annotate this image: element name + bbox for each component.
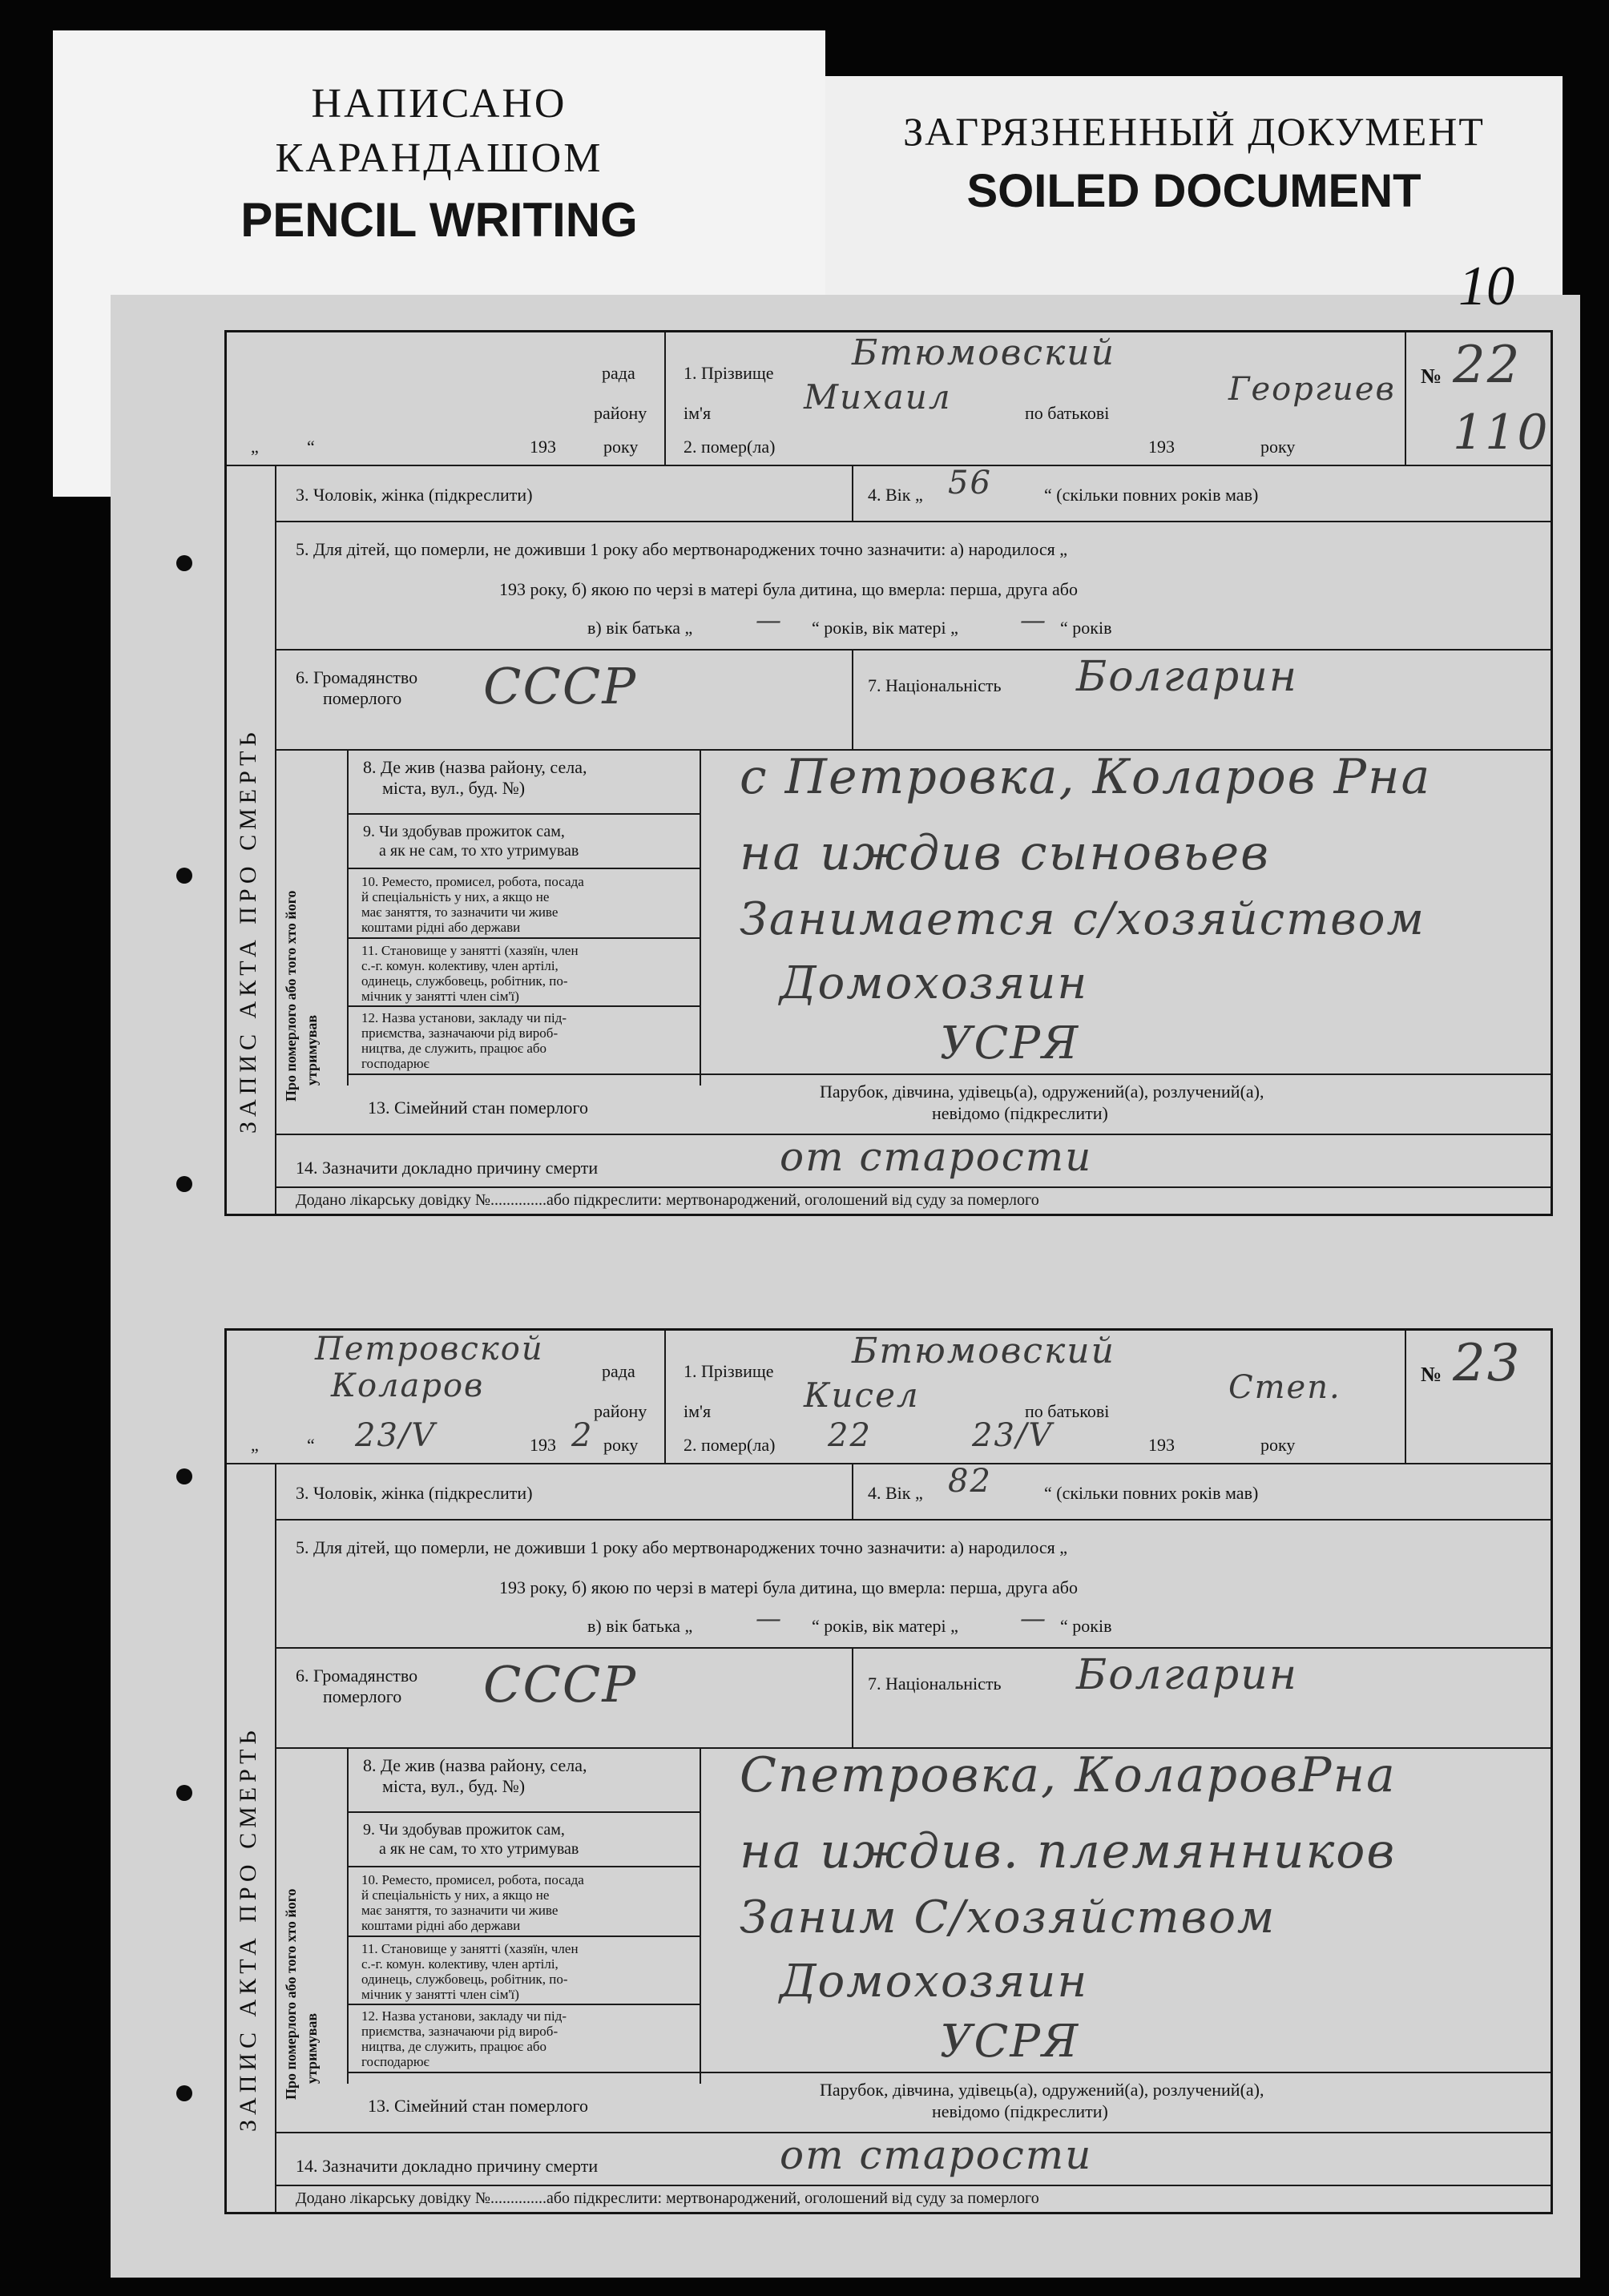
- label-line-1: ЗАГРЯЗНЕННЫЙ ДОКУМЕНТ: [903, 109, 1485, 154]
- label-rayonu: району: [594, 403, 647, 423]
- page-number: 10: [1458, 256, 1514, 317]
- row-divider: [275, 1519, 1551, 1521]
- column-divider: [1405, 332, 1406, 465]
- handwritten-occupation: Занимается с/хозяйством: [740, 893, 1426, 945]
- label-nationality: 7. Національність: [868, 1674, 1002, 1694]
- row-divider: [347, 2004, 700, 2005]
- handwritten-number: 23: [1453, 1334, 1522, 1393]
- punch-hole: [176, 1785, 192, 1801]
- label-rayonu: району: [594, 1401, 647, 1421]
- handwritten-father-age: —: [756, 605, 783, 635]
- label-rada: рада: [602, 1361, 635, 1381]
- row-divider: [275, 521, 1551, 522]
- label-surname: 1. Прізвище: [684, 1361, 774, 1381]
- label-livelihood-2: а як не сам, то хто утримував: [379, 842, 579, 860]
- handwritten-residence: Спетровка, КоларовРна: [740, 1747, 1397, 1803]
- handwritten-surname: Бтюмовский: [852, 1331, 1115, 1372]
- soiled-document-label: [825, 76, 1563, 324]
- column-divider: [1405, 1331, 1406, 1463]
- column-divider: [275, 1463, 276, 2212]
- row-divider: [347, 937, 700, 939]
- handwritten-age: 56: [948, 465, 992, 501]
- label-roku: року: [603, 437, 639, 457]
- label-employment-status: с.-г. комун. колективу, член артілі,: [361, 1956, 559, 1972]
- punch-hole: [176, 868, 192, 884]
- label-died: 2. помер(ла): [684, 437, 776, 457]
- label-line-2: КАРАНДАШОМ: [275, 135, 603, 181]
- label-medical-certificate: Додано лікарську довідку №..............або підкреслити: мертвонароджений, оголошений від суду за померлого: [296, 2189, 1039, 2207]
- label-date-open: „: [251, 437, 259, 457]
- label-occupation: має заняття, то зазначити чи живе: [361, 904, 559, 920]
- row-divider: [347, 1005, 700, 1007]
- punch-hole: [176, 2085, 192, 2101]
- label-died-year: 193: [1148, 437, 1175, 457]
- form-side-sub-2: утримував: [304, 2012, 320, 2084]
- label-sex: 3. Чоловік, жінка (підкреслити): [296, 1483, 533, 1503]
- label-marital-status: 13. Сімейний стан померлого: [368, 1098, 588, 1118]
- form-side-sub-2: утримував: [304, 1014, 320, 1086]
- column-divider: [664, 1331, 666, 1463]
- death-record-form: [224, 330, 1553, 1216]
- label-date-mid: “: [307, 1435, 315, 1455]
- row-divider: [347, 1935, 700, 1937]
- label-name: ім'я: [684, 403, 712, 423]
- handwritten-year: 2: [571, 1417, 594, 1454]
- column-divider: [700, 1747, 701, 2084]
- handwritten-died-month: 23/V: [972, 1417, 1054, 1454]
- row-divider: [347, 2072, 1551, 2073]
- column-divider: [852, 1647, 853, 1747]
- label-age: 4. Вік „: [868, 1483, 923, 1503]
- label-occupation: 10. Реместо, промисел, робота, посада: [361, 874, 584, 889]
- handwritten-surname: Бтюмовский: [852, 332, 1115, 373]
- handwritten-rayonu: Коларов: [331, 1368, 485, 1404]
- column-divider: [347, 749, 349, 1086]
- form-side-sub-1: Про померлого або того хто його: [283, 1888, 299, 2100]
- handwritten-died-day: 22: [828, 1417, 872, 1454]
- label-institution: ництва, де служить, працює або: [361, 1041, 547, 1056]
- handwritten-father-age: —: [756, 1603, 783, 1633]
- label-institution: господарює: [361, 2054, 429, 2069]
- label-marital-status: 13. Сімейний стан померлого: [368, 2096, 588, 2116]
- handwritten-name: Кисел: [804, 1376, 920, 1415]
- row-divider: [275, 1186, 1551, 1188]
- column-divider: [347, 1747, 349, 2084]
- label-cause-of-death: 14. Зазначити докладно причину смерти: [296, 1158, 599, 1178]
- label-age: 4. Вік „: [868, 485, 923, 505]
- handwritten-mother-age: —: [1020, 1603, 1047, 1633]
- row-divider: [275, 1647, 1551, 1649]
- column-divider: [852, 465, 853, 521]
- punch-hole: [176, 1176, 192, 1192]
- label-line-3: PENCIL WRITING: [240, 193, 638, 247]
- label-residence: 8. Де жив (назва району, села,: [363, 757, 587, 777]
- row-divider: [347, 1866, 700, 1867]
- label-cause-of-death: 14. Зазначити докладно причину смерти: [296, 2156, 599, 2176]
- label-employment-status: с.-г. комун. колективу, член артілі,: [361, 958, 559, 973]
- handwritten-cause: от старости: [780, 1134, 1093, 1180]
- label-date-mid: “: [307, 437, 315, 457]
- form-side-title: ЗАПИС АКТА ПРО СМЕРТЬ: [235, 727, 261, 1134]
- handwritten-mother-age: —: [1020, 605, 1047, 635]
- handwritten-institution: УСРЯ: [940, 1017, 1080, 1069]
- label-date-open: „: [251, 1435, 259, 1455]
- label-children-3b: “ років, вік матері „: [812, 1616, 958, 1636]
- column-divider: [700, 749, 701, 1086]
- row-divider: [347, 1073, 1551, 1075]
- label-line-1: НАПИСАНО: [311, 81, 567, 127]
- label-children-3: в) вік батька „: [587, 1616, 693, 1636]
- label-residence-2: міста, вул., буд. №): [382, 778, 526, 798]
- label-children-3b: “ років, вік матері „: [812, 618, 958, 638]
- handwritten-number-2: 110: [1453, 405, 1550, 461]
- column-divider: [852, 1463, 853, 1519]
- handwritten-institution: УСРЯ: [940, 2016, 1080, 2068]
- label-surname: 1. Прізвище: [684, 363, 774, 383]
- label-line-2: SOILED DOCUMENT: [966, 165, 1421, 217]
- label-rada: рада: [602, 363, 635, 383]
- label-occupation: має заняття, то зазначити чи живе: [361, 1903, 559, 1918]
- label-citizenship-2: померлого: [323, 1686, 402, 1706]
- handwritten-occupation: Заним С/хозяйством: [740, 1891, 1276, 1944]
- label-nationality: 7. Національність: [868, 675, 1002, 695]
- row-divider: [227, 465, 1551, 466]
- label-died-roku: року: [1260, 437, 1296, 457]
- column-divider: [664, 332, 666, 465]
- label-institution: ництва, де служить, працює або: [361, 2039, 547, 2054]
- label-medical-certificate: Додано лікарську довідку №..............або підкреслити: мертвонароджений, оголошений від суду за померлого: [296, 1191, 1039, 1209]
- label-institution: приємства, зазначаючи рід вироб-: [361, 1025, 559, 1041]
- handwritten-nationality: Болгарин: [1076, 653, 1298, 701]
- handwritten-cause: от старости: [780, 2132, 1093, 2178]
- label-year: 193: [530, 1435, 556, 1455]
- label-age-note: “ (скільки повних років мав): [1044, 1483, 1259, 1503]
- handwritten-patronymic: Георгиев: [1228, 371, 1396, 408]
- handwritten-nationality: Болгарин: [1076, 1651, 1298, 1699]
- label-children-1: 5. Для дітей, що померли, не доживши 1 року або мертвонароджених точно зазначити: а) народилося „: [296, 1537, 1068, 1557]
- handwritten-residence: с Петровка, Коларов Рна: [740, 749, 1432, 805]
- label-marital-options-2: невідомо (підкреслити): [932, 2101, 1108, 2121]
- label-roku: року: [603, 1435, 639, 1455]
- row-divider: [275, 2185, 1551, 2186]
- label-occupation: й спеціальність у них, а якщо не: [361, 889, 550, 904]
- label-children-3: в) вік батька „: [587, 618, 693, 638]
- handwritten-livelihood: на иждив. племянников: [740, 1823, 1397, 1879]
- label-occupation: й спеціальність у них, а якщо не: [361, 1887, 550, 1903]
- label-livelihood: 9. Чи здобував прожиток сам,: [363, 823, 565, 840]
- handwritten-patronymic: Степ.: [1228, 1369, 1341, 1406]
- punch-hole: [176, 555, 192, 571]
- label-name: ім'я: [684, 1401, 712, 1421]
- label-marital-options-2: невідомо (підкреслити): [932, 1103, 1108, 1123]
- label-institution: господарює: [361, 1056, 429, 1071]
- handwritten-livelihood: на иждив сыновьев: [740, 825, 1271, 881]
- label-children-2: 193 року, б) якою по черзі в матері була дитина, що вмерла: перша, друга або: [499, 579, 1078, 599]
- label-died: 2. помер(ла): [684, 1435, 776, 1455]
- column-divider: [852, 649, 853, 749]
- label-number: №: [1421, 1363, 1442, 1386]
- label-residence-2: міста, вул., буд. №): [382, 1776, 526, 1796]
- handwritten-rada: Петровской: [315, 1331, 544, 1368]
- label-citizenship: 6. Громадянство: [296, 1666, 418, 1686]
- label-institution: приємства, зазначаючи рід вироб-: [361, 2024, 559, 2039]
- death-record-form: [224, 1328, 1553, 2214]
- row-divider: [227, 1463, 1551, 1464]
- label-livelihood-2: а як не сам, то хто утримував: [379, 1840, 579, 1858]
- label-residence: 8. Де жив (назва району, села,: [363, 1755, 587, 1775]
- label-children-2: 193 року, б) якою по черзі в матері була дитина, що вмерла: перша, друга або: [499, 1577, 1078, 1597]
- label-employment-status: одинець, службовець, робітник, по-: [361, 1972, 568, 1987]
- handwritten-citizenship: СССР: [483, 657, 638, 715]
- label-patronymic: по батькові: [1025, 403, 1110, 423]
- label-children-1: 5. Для дітей, що померли, не доживши 1 року або мертвонароджених точно зазначити: а) народилося „: [296, 539, 1068, 559]
- form-side-sub-1: Про померлого або того хто його: [283, 890, 299, 1102]
- label-occupation: коштами рідні або держави: [361, 920, 521, 935]
- label-patronymic: по батькові: [1025, 1401, 1110, 1421]
- form-side-title: ЗАПИС АКТА ПРО СМЕРТЬ: [235, 1726, 261, 2132]
- label-number: №: [1421, 365, 1442, 388]
- label-employment-status: 11. Становище у занятті (хазяїн, член: [361, 1941, 579, 1956]
- label-occupation: коштами рідні або держави: [361, 1918, 521, 1933]
- label-institution: 12. Назва установи, закладу чи під-: [361, 1010, 567, 1025]
- label-employment-status: 11. Становище у занятті (хазяїн, член: [361, 943, 579, 958]
- handwritten-age: 82: [948, 1463, 992, 1500]
- punch-hole: [176, 1468, 192, 1484]
- handwritten-day: 23/V: [355, 1417, 437, 1454]
- label-employment-status: мічник у занятті член сім'ї): [361, 1987, 519, 2002]
- label-employment-status: мічник у занятті член сім'ї): [361, 989, 519, 1004]
- row-divider: [347, 1811, 700, 1813]
- label-marital-options: Парубок, дівчина, удівець(а), одружений(а), розлучений(а),: [820, 2080, 1264, 2100]
- column-divider: [275, 465, 276, 1214]
- label-sex: 3. Чоловік, жінка (підкреслити): [296, 485, 533, 505]
- row-divider: [347, 868, 700, 869]
- handwritten-status: Домохозяин: [780, 1956, 1089, 2008]
- handwritten-number: 22: [1453, 336, 1522, 395]
- label-children-3c: “ років: [1060, 618, 1112, 638]
- label-livelihood: 9. Чи здобував прожиток сам,: [363, 1821, 565, 1839]
- label-occupation: 10. Реместо, промисел, робота, посада: [361, 1872, 584, 1887]
- label-died-year: 193: [1148, 1435, 1175, 1455]
- label-employment-status: одинець, службовець, робітник, по-: [361, 973, 568, 989]
- handwritten-citizenship: СССР: [483, 1655, 638, 1714]
- handwritten-status: Домохозяин: [780, 957, 1089, 1009]
- label-citizenship: 6. Громадянство: [296, 667, 418, 687]
- handwritten-name: Михаил: [804, 377, 952, 417]
- label-year: 193: [530, 437, 556, 457]
- label-citizenship-2: померлого: [323, 688, 402, 708]
- label-institution: 12. Назва установи, закладу чи під-: [361, 2008, 567, 2024]
- row-divider: [347, 813, 700, 815]
- label-died-roku: року: [1260, 1435, 1296, 1455]
- row-divider: [275, 649, 1551, 651]
- label-marital-options: Парубок, дівчина, удівець(а), одружений(а), розлучений(а),: [820, 1082, 1264, 1102]
- label-age-note: “ (скільки повних років мав): [1044, 485, 1259, 505]
- label-children-3c: “ років: [1060, 1616, 1112, 1636]
